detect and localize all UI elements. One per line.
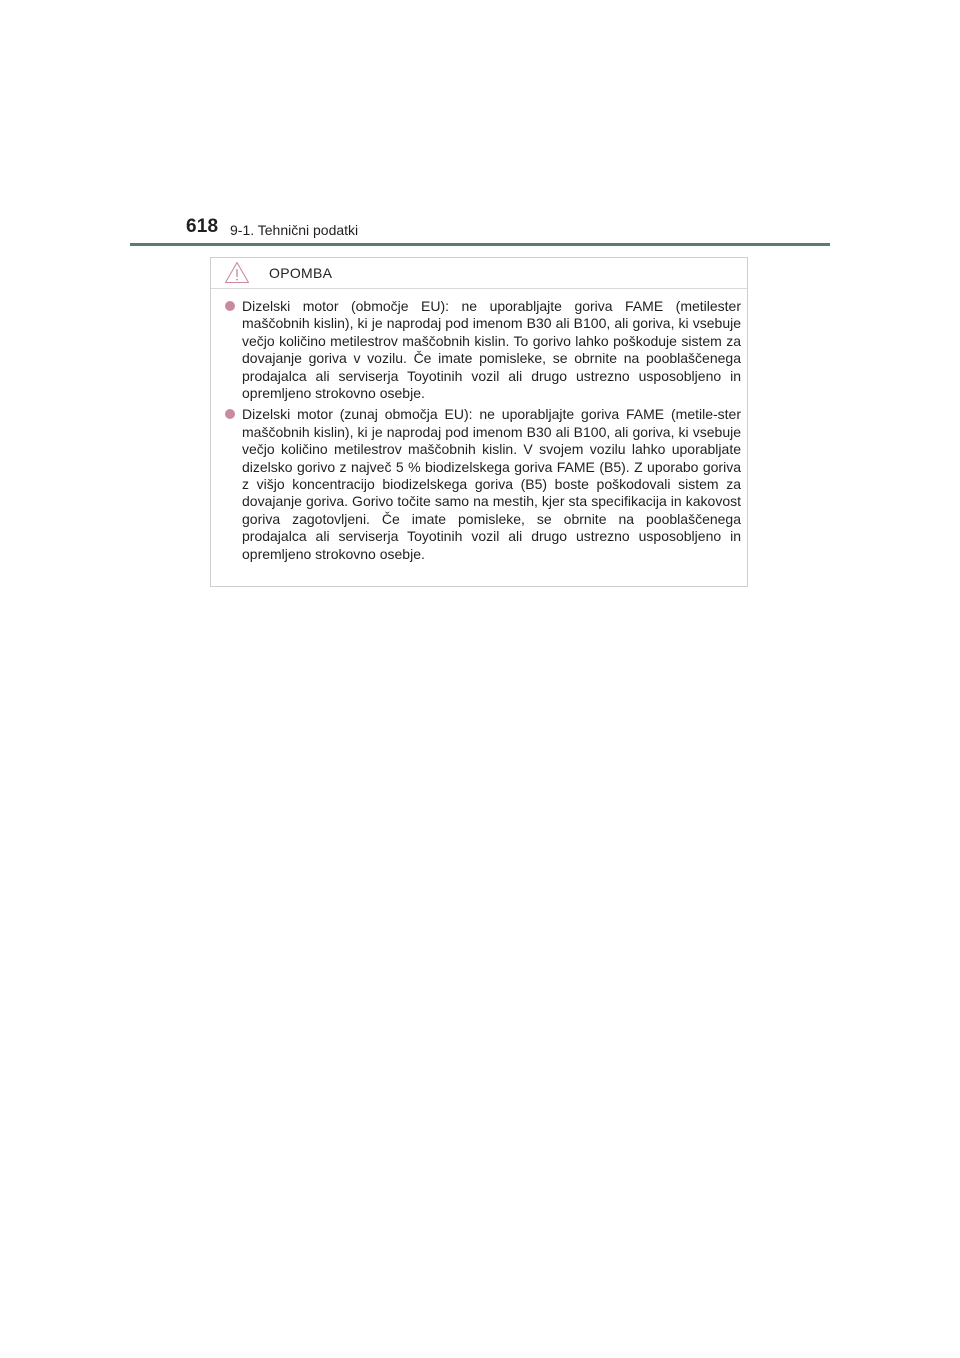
notice-item-text: Dizelski motor (območje EU): ne uporabljajte goriva FAME (metilester maščobnih kislin), ki je naprodaj pod imenom B30 ali B100, ali goriva, ki vsebuje večjo količino metilestrov maščobnih kislin. To gorivo lahko poškoduje sistem za dovajanje goriva v vozilu. Če imate pomisleke, se obrnite na pooblaščenega prodajalca ali serviserja Toyotinih vozil ali drugo ustrezno usposobljeno in opremljeno strokovno osebje. — [242, 298, 741, 402]
section-title: 9-1. Tehnični podatki — [230, 222, 359, 238]
bullet-icon — [225, 301, 235, 311]
warning-triangle-icon — [224, 261, 250, 284]
bullet-icon — [225, 409, 235, 419]
header-rule — [130, 243, 830, 246]
notice-item — [211, 298, 741, 402]
page-number: 618 — [186, 216, 219, 237]
notice-item — [211, 406, 741, 563]
notice-box — [210, 257, 748, 587]
notice-item-text: Dizelski motor (zunaj območja EU): ne uporabljajte goriva FAME (metile-ster maščobnih kislin), ki je naprodaj pod imenom B30 ali B100, ali goriva, ki vsebuje večjo količino metilestrov maščobnih kislin. V svojem vozilu lahko uporabljate dizelsko gorivo z največ 5 % biodizelskega goriva FAME (B5). Z uporabo goriva z višjo koncentracijo biodizelskega goriva (B5) boste poškodovali sistem za dovajanje goriva. Gorivo točite samo na mestih, kjer sta specifikacija in kakovost goriva zagotovljeni. Če imate pomisleke, se obrnite na pooblaščenega prodajalca ali serviserja Toyotinih vozil ali drugo ustrezno usposobljeno in opremljeno strokovno osebje. — [242, 406, 741, 562]
notice-list — [211, 289, 747, 563]
notice-header — [211, 258, 747, 289]
notice-title: OPOMBA — [269, 265, 333, 281]
